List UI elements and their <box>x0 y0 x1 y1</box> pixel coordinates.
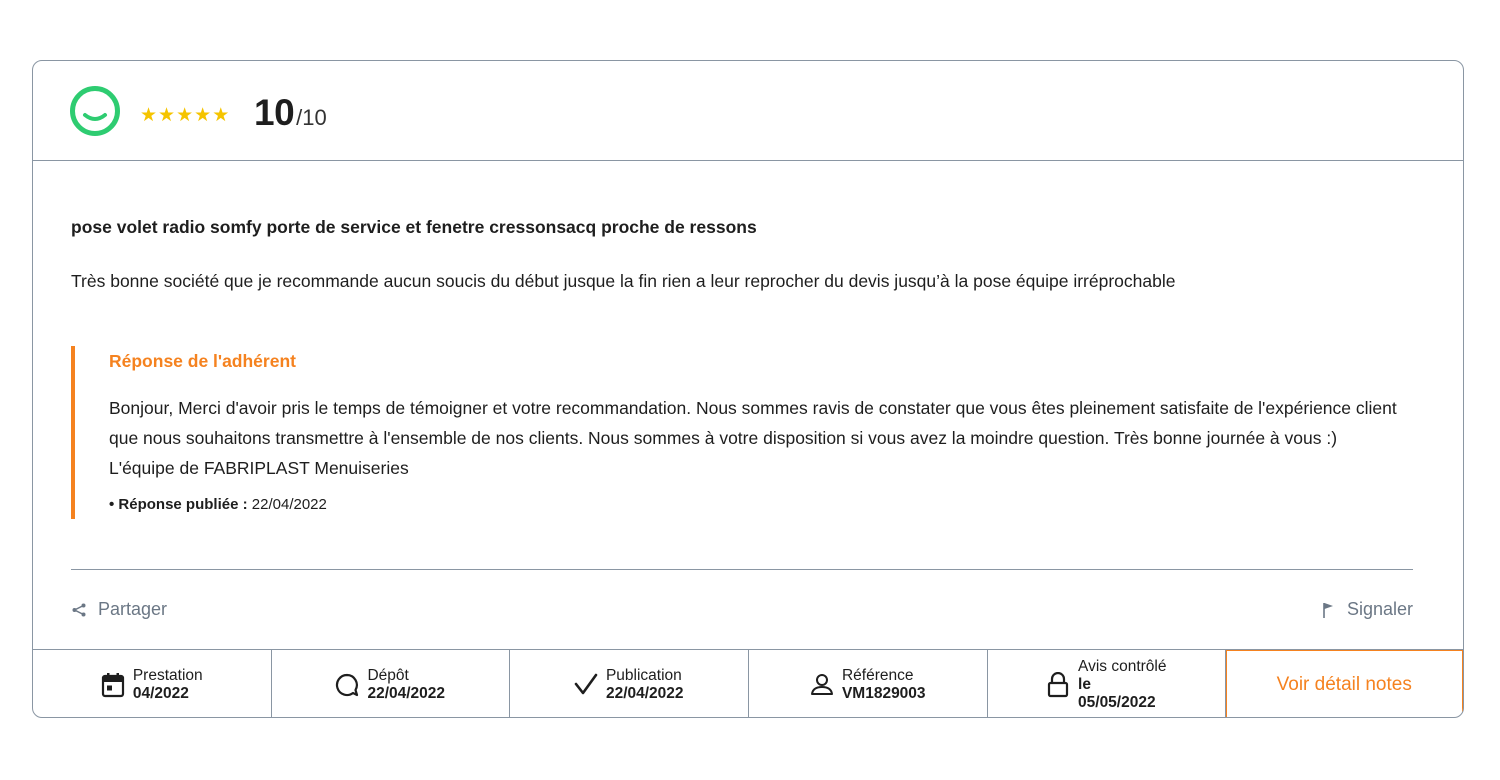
member-response <box>71 346 1397 519</box>
lock-icon <box>1046 672 1070 698</box>
response-published-label: • Réponse publiée : <box>109 496 248 513</box>
publication-label: Publication <box>605 666 682 684</box>
prestation-label: Prestation <box>132 666 203 684</box>
share-icon <box>71 602 87 618</box>
depot-label: Dépôt <box>367 666 409 684</box>
controle-label: Avis contrôlé <box>1078 657 1167 675</box>
review-meta-bar <box>33 649 1463 718</box>
reference-label: Référence <box>841 666 914 684</box>
star-rating <box>140 107 229 125</box>
share-label: Partager <box>98 599 168 619</box>
star-icon: ★ <box>176 105 194 126</box>
score-value: 10 <box>254 92 295 133</box>
response-text: Bonjour, Merci d'avoir pris le temps de témoigner et votre recommandation. Nous sommes ravis de constater que vous êtes pleinement satisfaite de l'expérience client que nous souhaitons transmettre à l'ensemble de nos clients. Nous sommes à votre disposition si vous avez la moindre question. Très bonne journée à vous :) L'équipe de FABRIPLAST Menuiseries <box>109 398 1397 478</box>
report-label: Signaler <box>1346 599 1413 619</box>
calendar-icon <box>101 672 125 698</box>
view-detail-notes-button[interactable]: Voir détail notes <box>1226 650 1464 718</box>
score-max: /10 <box>296 105 327 130</box>
star-icon: ★ <box>194 105 212 126</box>
meta-prestation <box>33 650 272 718</box>
response-published-date: 22/04/2022 <box>251 496 327 513</box>
star-icon: ★ <box>158 105 176 126</box>
smiley-icon <box>69 85 121 137</box>
response-title: Réponse de l'adhérent <box>109 351 296 371</box>
prestation-value: 04/2022 <box>132 684 189 702</box>
controle-value: 05/05/2022 <box>1078 693 1156 711</box>
controle-prefix: le <box>1078 675 1091 693</box>
meta-depot <box>272 650 511 718</box>
star-icon: ★ <box>140 105 158 126</box>
response-published <box>109 496 327 513</box>
share-button[interactable] <box>71 599 167 620</box>
speech-bubble-icon <box>335 672 359 698</box>
review-text: Très bonne société que je recommande aucun soucis du début jusque la fin rien a leur reprocher du devis jusqu’à la pose équipe irréprochable <box>71 271 1176 291</box>
user-icon <box>810 672 834 698</box>
review-header <box>33 61 1463 161</box>
review-title: pose volet radio somfy porte de service et fenetre cressonsacq proche de ressons <box>71 217 757 237</box>
report-button[interactable] <box>1322 599 1413 620</box>
checkmark-icon <box>574 672 598 698</box>
meta-reference <box>749 650 989 718</box>
divider <box>71 569 1413 570</box>
depot-value: 22/04/2022 <box>367 684 446 702</box>
meta-publication <box>510 650 749 718</box>
review-card <box>32 60 1464 718</box>
flag-icon <box>1322 601 1336 619</box>
publication-value: 22/04/2022 <box>605 684 684 702</box>
reference-value: VM1829003 <box>841 684 926 702</box>
star-icon: ★ <box>212 105 230 126</box>
meta-controle <box>988 650 1226 718</box>
score <box>254 92 327 134</box>
